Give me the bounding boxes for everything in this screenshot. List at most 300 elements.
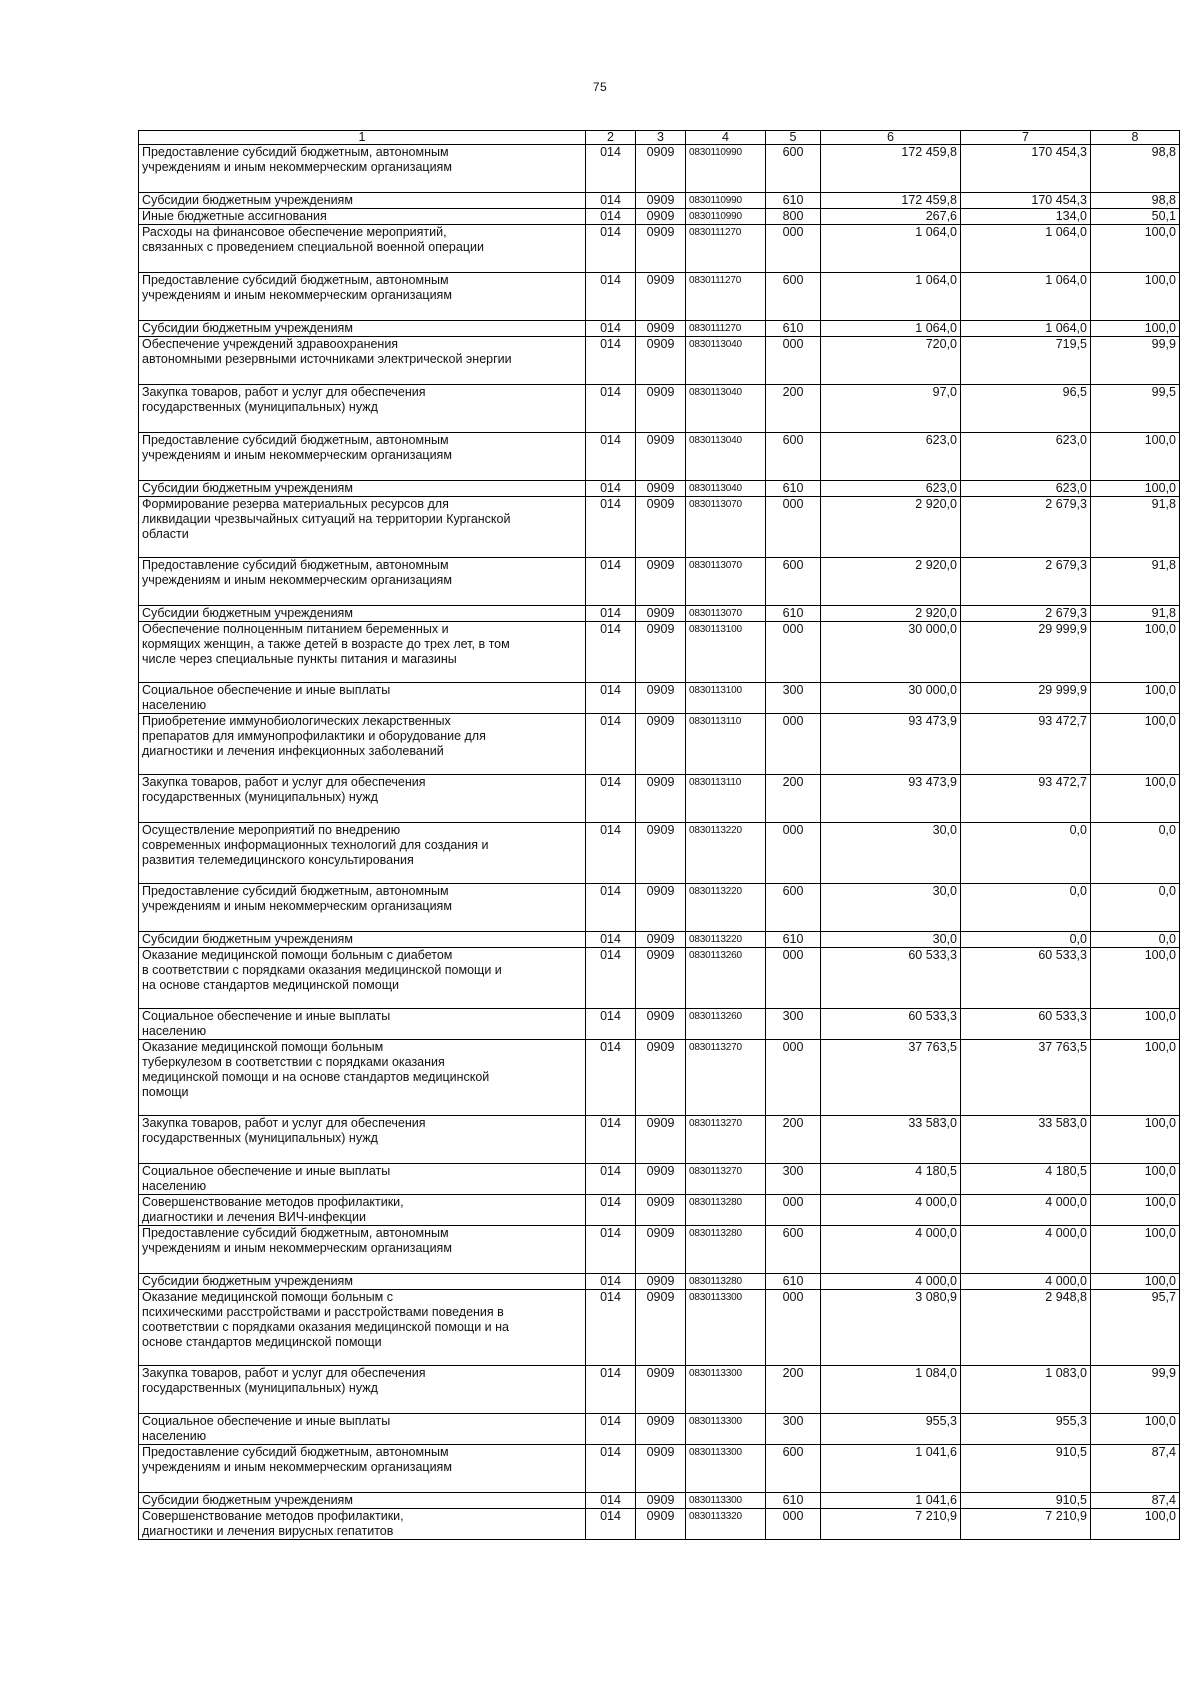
executed-amount-cell: 2 948,8 [961,1290,1091,1366]
column-number: 7 [961,131,1091,145]
table-row [139,1274,1180,1290]
expense-type-cell: 600 [766,1445,821,1493]
target-item-cell: 0830113270 [686,1116,766,1164]
planned-amount-cell: 30,0 [821,932,961,948]
table-row [139,321,1180,337]
expense-name-cell: Предоставление субсидий бюджетным, автономным учреждениям и иным некоммерческим организациям [139,884,586,932]
table-row [139,481,1180,497]
ministry-code-cell: 014 [586,433,636,481]
expense-type-cell: 610 [766,193,821,209]
planned-amount-cell: 955,3 [821,1414,961,1445]
execution-percent-cell: 100,0 [1091,1274,1180,1290]
table-row [139,1366,1180,1414]
column-number: 5 [766,131,821,145]
execution-percent-cell: 95,7 [1091,1290,1180,1366]
target-item-cell: 0830110990 [686,209,766,225]
ministry-code-cell: 014 [586,683,636,714]
executed-amount-cell: 170 454,3 [961,193,1091,209]
column-number: 3 [636,131,686,145]
execution-percent-cell: 100,0 [1091,273,1180,321]
column-number-row [139,131,1180,145]
ministry-code-cell: 014 [586,932,636,948]
expense-type-cell: 000 [766,948,821,1009]
table-row [139,225,1180,273]
section-code-cell: 0909 [636,145,686,193]
planned-amount-cell: 33 583,0 [821,1116,961,1164]
section-code-cell: 0909 [636,1414,686,1445]
expense-type-cell: 300 [766,1009,821,1040]
ministry-code-cell: 014 [586,1164,636,1195]
section-code-cell: 0909 [636,1274,686,1290]
expense-type-cell: 000 [766,622,821,683]
expense-name-cell: Субсидии бюджетным учреждениям [139,193,586,209]
planned-amount-cell: 37 763,5 [821,1040,961,1116]
table-row [139,1164,1180,1195]
expense-type-cell: 000 [766,337,821,385]
table-row [139,1445,1180,1493]
execution-percent-cell: 99,9 [1091,337,1180,385]
ministry-code-cell: 014 [586,209,636,225]
execution-percent-cell: 99,9 [1091,1366,1180,1414]
expense-name-cell: Оказание медицинской помощи больным туберкулезом в соответствии с порядками оказания медицинской помощи и на основе стандартов медицинской помощи [139,1040,586,1116]
ministry-code-cell: 014 [586,823,636,884]
planned-amount-cell: 30,0 [821,823,961,884]
table-row [139,948,1180,1009]
expense-name-cell: Предоставление субсидий бюджетным, автономным учреждениям и иным некоммерческим организациям [139,433,586,481]
target-item-cell: 0830113260 [686,1009,766,1040]
expense-name-cell: Социальное обеспечение и иные выплаты населению [139,1009,586,1040]
expense-type-cell: 300 [766,683,821,714]
executed-amount-cell: 1 064,0 [961,321,1091,337]
execution-percent-cell: 100,0 [1091,948,1180,1009]
ministry-code-cell: 014 [586,1116,636,1164]
page-number: 75 [592,80,608,94]
section-code-cell: 0909 [636,948,686,1009]
expense-type-cell: 610 [766,932,821,948]
section-code-cell: 0909 [636,321,686,337]
execution-percent-cell: 100,0 [1091,481,1180,497]
expense-name-cell: Совершенствование методов профилактики, диагностики и лечения ВИЧ-инфекции [139,1195,586,1226]
table-row [139,775,1180,823]
expense-name-cell: Предоставление субсидий бюджетным, автономным учреждениям и иным некоммерческим организациям [139,145,586,193]
planned-amount-cell: 1 041,6 [821,1445,961,1493]
execution-percent-cell: 98,8 [1091,145,1180,193]
execution-percent-cell: 87,4 [1091,1493,1180,1509]
expense-name-cell: Предоставление субсидий бюджетным, автономным учреждениям и иным некоммерческим организациям [139,1445,586,1493]
table-row [139,145,1180,193]
expense-type-cell: 200 [766,775,821,823]
table-row [139,1040,1180,1116]
planned-amount-cell: 4 000,0 [821,1226,961,1274]
column-number: 8 [1091,131,1180,145]
table-body [139,145,1180,1540]
section-code-cell: 0909 [636,1009,686,1040]
expense-name-cell: Социальное обеспечение и иные выплаты населению [139,1164,586,1195]
table-row [139,1290,1180,1366]
section-code-cell: 0909 [636,225,686,273]
execution-percent-cell: 0,0 [1091,823,1180,884]
executed-amount-cell: 719,5 [961,337,1091,385]
planned-amount-cell: 172 459,8 [821,145,961,193]
planned-amount-cell: 1 064,0 [821,273,961,321]
expense-name-cell: Совершенствование методов профилактики, диагностики и лечения вирусных гепатитов [139,1509,586,1540]
section-code-cell: 0909 [636,1509,686,1540]
target-item-cell: 0830113040 [686,337,766,385]
executed-amount-cell: 4 180,5 [961,1164,1091,1195]
budget-table [138,130,1180,1540]
target-item-cell: 0830111270 [686,225,766,273]
table-row [139,1195,1180,1226]
expense-type-cell: 300 [766,1164,821,1195]
executed-amount-cell: 2 679,3 [961,558,1091,606]
table-row [139,932,1180,948]
table-row [139,683,1180,714]
executed-amount-cell: 29 999,9 [961,683,1091,714]
section-code-cell: 0909 [636,714,686,775]
ministry-code-cell: 014 [586,1366,636,1414]
expense-name-cell: Иные бюджетные ассигнования [139,209,586,225]
section-code-cell: 0909 [636,497,686,558]
executed-amount-cell: 93 472,7 [961,714,1091,775]
expense-name-cell: Субсидии бюджетным учреждениям [139,1274,586,1290]
column-number: 2 [586,131,636,145]
target-item-cell: 0830113270 [686,1040,766,1116]
section-code-cell: 0909 [636,1366,686,1414]
execution-percent-cell: 91,8 [1091,497,1180,558]
expense-name-cell: Формирование резерва материальных ресурсов для ликвидации чрезвычайных ситуаций на территории Курганской области [139,497,586,558]
execution-percent-cell: 91,8 [1091,558,1180,606]
table-row [139,884,1180,932]
expense-type-cell: 000 [766,497,821,558]
table-row [139,558,1180,606]
expense-type-cell: 600 [766,1226,821,1274]
ministry-code-cell: 014 [586,337,636,385]
ministry-code-cell: 014 [586,606,636,622]
planned-amount-cell: 172 459,8 [821,193,961,209]
expense-name-cell: Социальное обеспечение и иные выплаты населению [139,683,586,714]
table-row [139,823,1180,884]
expense-type-cell: 300 [766,1414,821,1445]
expense-name-cell: Оказание медицинской помощи больным с психическими расстройствами и расстройствами поведения в соответствии с порядками оказания медицинской помощи и на основе стандартов медицинской помощи [139,1290,586,1366]
executed-amount-cell: 1 064,0 [961,273,1091,321]
expense-name-cell: Закупка товаров, работ и услуг для обеспечения государственных (муниципальных) нужд [139,385,586,433]
ministry-code-cell: 014 [586,1274,636,1290]
target-item-cell: 0830113220 [686,884,766,932]
executed-amount-cell: 2 679,3 [961,497,1091,558]
expense-name-cell: Субсидии бюджетным учреждениям [139,606,586,622]
expense-name-cell: Предоставление субсидий бюджетным, автономным учреждениям и иным некоммерческим организациям [139,558,586,606]
section-code-cell: 0909 [636,932,686,948]
expense-name-cell: Оказание медицинской помощи больным с диабетом в соответствии с порядками оказания медицинской помощи и на основе стандартов медицинской помощи [139,948,586,1009]
section-code-cell: 0909 [636,1493,686,1509]
planned-amount-cell: 97,0 [821,385,961,433]
target-item-cell: 0830113300 [686,1445,766,1493]
execution-percent-cell: 100,0 [1091,1226,1180,1274]
section-code-cell: 0909 [636,481,686,497]
planned-amount-cell: 30 000,0 [821,622,961,683]
execution-percent-cell: 91,8 [1091,606,1180,622]
table-row [139,1509,1180,1540]
target-item-cell: 0830113040 [686,433,766,481]
ministry-code-cell: 014 [586,884,636,932]
executed-amount-cell: 1 083,0 [961,1366,1091,1414]
executed-amount-cell: 4 000,0 [961,1226,1091,1274]
section-code-cell: 0909 [636,683,686,714]
expense-type-cell: 000 [766,1040,821,1116]
ministry-code-cell: 014 [586,225,636,273]
executed-amount-cell: 60 533,3 [961,948,1091,1009]
executed-amount-cell: 2 679,3 [961,606,1091,622]
expense-type-cell: 610 [766,1274,821,1290]
section-code-cell: 0909 [636,1195,686,1226]
executed-amount-cell: 910,5 [961,1445,1091,1493]
target-item-cell: 0830113040 [686,481,766,497]
execution-percent-cell: 100,0 [1091,683,1180,714]
table-row [139,622,1180,683]
expense-type-cell: 610 [766,1493,821,1509]
executed-amount-cell: 4 000,0 [961,1195,1091,1226]
executed-amount-cell: 955,3 [961,1414,1091,1445]
target-item-cell: 0830113280 [686,1195,766,1226]
target-item-cell: 0830110990 [686,145,766,193]
ministry-code-cell: 014 [586,1009,636,1040]
table-row [139,714,1180,775]
expense-name-cell: Закупка товаров, работ и услуг для обеспечения государственных (муниципальных) нужд [139,1116,586,1164]
executed-amount-cell: 623,0 [961,481,1091,497]
expense-type-cell: 200 [766,1116,821,1164]
execution-percent-cell: 100,0 [1091,1040,1180,1116]
executed-amount-cell: 4 000,0 [961,1274,1091,1290]
expense-type-cell: 000 [766,1290,821,1366]
execution-percent-cell: 100,0 [1091,714,1180,775]
expense-type-cell: 610 [766,321,821,337]
execution-percent-cell: 98,8 [1091,193,1180,209]
executed-amount-cell: 623,0 [961,433,1091,481]
section-code-cell: 0909 [636,433,686,481]
executed-amount-cell: 170 454,3 [961,145,1091,193]
expense-type-cell: 600 [766,273,821,321]
planned-amount-cell: 60 533,3 [821,1009,961,1040]
ministry-code-cell: 014 [586,321,636,337]
executed-amount-cell: 1 064,0 [961,225,1091,273]
executed-amount-cell: 134,0 [961,209,1091,225]
target-item-cell: 0830113300 [686,1366,766,1414]
ministry-code-cell: 014 [586,1226,636,1274]
table-row [139,1493,1180,1509]
section-code-cell: 0909 [636,1226,686,1274]
execution-percent-cell: 100,0 [1091,1116,1180,1164]
execution-percent-cell: 100,0 [1091,321,1180,337]
expense-type-cell: 000 [766,714,821,775]
table-row [139,433,1180,481]
target-item-cell: 0830113280 [686,1274,766,1290]
section-code-cell: 0909 [636,1116,686,1164]
executed-amount-cell: 0,0 [961,823,1091,884]
target-item-cell: 0830113300 [686,1493,766,1509]
section-code-cell: 0909 [636,775,686,823]
planned-amount-cell: 3 080,9 [821,1290,961,1366]
section-code-cell: 0909 [636,1164,686,1195]
ministry-code-cell: 014 [586,558,636,606]
expense-type-cell: 200 [766,385,821,433]
section-code-cell: 0909 [636,273,686,321]
column-number: 1 [139,131,586,145]
ministry-code-cell: 014 [586,193,636,209]
executed-amount-cell: 0,0 [961,932,1091,948]
execution-percent-cell: 0,0 [1091,932,1180,948]
ministry-code-cell: 014 [586,948,636,1009]
target-item-cell: 0830113070 [686,497,766,558]
planned-amount-cell: 7 210,9 [821,1509,961,1540]
planned-amount-cell: 4 180,5 [821,1164,961,1195]
target-item-cell: 0830110990 [686,193,766,209]
executed-amount-cell: 33 583,0 [961,1116,1091,1164]
planned-amount-cell: 30,0 [821,884,961,932]
execution-percent-cell: 0,0 [1091,884,1180,932]
execution-percent-cell: 100,0 [1091,775,1180,823]
expense-name-cell: Предоставление субсидий бюджетным, автономным учреждениям и иным некоммерческим организациям [139,273,586,321]
target-item-cell: 0830113300 [686,1414,766,1445]
section-code-cell: 0909 [636,1290,686,1366]
expense-name-cell: Обеспечение полноценным питанием беременных и кормящих женщин, а также детей в возрасте до трех лет, в том числе через специальные пункты питания и магазины [139,622,586,683]
table-row [139,1116,1180,1164]
column-number: 4 [686,131,766,145]
expense-type-cell: 610 [766,481,821,497]
expense-name-cell: Закупка товаров, работ и услуг для обеспечения государственных (муниципальных) нужд [139,1366,586,1414]
ministry-code-cell: 014 [586,1509,636,1540]
planned-amount-cell: 1 064,0 [821,321,961,337]
target-item-cell: 0830113070 [686,558,766,606]
expense-type-cell: 800 [766,209,821,225]
planned-amount-cell: 720,0 [821,337,961,385]
section-code-cell: 0909 [636,1040,686,1116]
expense-name-cell: Расходы на финансовое обеспечение мероприятий, связанных с проведением специальной военной операции [139,225,586,273]
ministry-code-cell: 014 [586,1195,636,1226]
execution-percent-cell: 99,5 [1091,385,1180,433]
target-item-cell: 0830113070 [686,606,766,622]
ministry-code-cell: 014 [586,1290,636,1366]
expense-type-cell: 600 [766,145,821,193]
ministry-code-cell: 014 [586,622,636,683]
ministry-code-cell: 014 [586,145,636,193]
planned-amount-cell: 1 084,0 [821,1366,961,1414]
expense-name-cell: Субсидии бюджетным учреждениям [139,932,586,948]
execution-percent-cell: 100,0 [1091,225,1180,273]
planned-amount-cell: 60 533,3 [821,948,961,1009]
target-item-cell: 0830113220 [686,823,766,884]
section-code-cell: 0909 [636,209,686,225]
planned-amount-cell: 93 473,9 [821,775,961,823]
executed-amount-cell: 60 533,3 [961,1009,1091,1040]
expense-name-cell: Осуществление мероприятий по внедрению современных информационных технологий для создания и развития телемедицинского консультирования [139,823,586,884]
table-row [139,209,1180,225]
execution-percent-cell: 100,0 [1091,1009,1180,1040]
execution-percent-cell: 100,0 [1091,1414,1180,1445]
ministry-code-cell: 014 [586,385,636,433]
table-row [139,1414,1180,1445]
target-item-cell: 0830113260 [686,948,766,1009]
planned-amount-cell: 2 920,0 [821,558,961,606]
target-item-cell: 0830111270 [686,273,766,321]
expense-type-cell: 600 [766,558,821,606]
target-item-cell: 0830113040 [686,385,766,433]
target-item-cell: 0830113110 [686,775,766,823]
planned-amount-cell: 93 473,9 [821,714,961,775]
execution-percent-cell: 100,0 [1091,433,1180,481]
expense-name-cell: Предоставление субсидий бюджетным, автономным учреждениям и иным некоммерческим организациям [139,1226,586,1274]
target-item-cell: 0830113110 [686,714,766,775]
expense-name-cell: Субсидии бюджетным учреждениям [139,1493,586,1509]
execution-percent-cell: 100,0 [1091,1509,1180,1540]
section-code-cell: 0909 [636,823,686,884]
executed-amount-cell: 0,0 [961,884,1091,932]
target-item-cell: 0830113300 [686,1290,766,1366]
executed-amount-cell: 96,5 [961,385,1091,433]
ministry-code-cell: 014 [586,1414,636,1445]
executed-amount-cell: 29 999,9 [961,622,1091,683]
planned-amount-cell: 4 000,0 [821,1274,961,1290]
section-code-cell: 0909 [636,622,686,683]
section-code-cell: 0909 [636,884,686,932]
planned-amount-cell: 623,0 [821,433,961,481]
ministry-code-cell: 014 [586,775,636,823]
expense-type-cell: 000 [766,1509,821,1540]
section-code-cell: 0909 [636,606,686,622]
expense-name-cell: Социальное обеспечение и иные выплаты населению [139,1414,586,1445]
section-code-cell: 0909 [636,337,686,385]
expense-name-cell: Обеспечение учреждений здравоохранения автономными резервными источниками электрической энергии [139,337,586,385]
planned-amount-cell: 623,0 [821,481,961,497]
table-row [139,1009,1180,1040]
target-item-cell: 0830113220 [686,932,766,948]
target-item-cell: 0830113320 [686,1509,766,1540]
table-row [139,273,1180,321]
planned-amount-cell: 2 920,0 [821,497,961,558]
expense-name-cell: Субсидии бюджетным учреждениям [139,481,586,497]
target-item-cell: 0830113100 [686,683,766,714]
execution-percent-cell: 100,0 [1091,622,1180,683]
section-code-cell: 0909 [636,193,686,209]
section-code-cell: 0909 [636,385,686,433]
target-item-cell: 0830113270 [686,1164,766,1195]
expense-type-cell: 000 [766,823,821,884]
expense-name-cell: Приобретение иммунобиологических лекарственных препаратов для иммунопрофилактики и оборудование для диагностики и лечения инфекционных заболеваний [139,714,586,775]
ministry-code-cell: 014 [586,714,636,775]
execution-percent-cell: 100,0 [1091,1195,1180,1226]
executed-amount-cell: 7 210,9 [961,1509,1091,1540]
execution-percent-cell: 87,4 [1091,1445,1180,1493]
planned-amount-cell: 4 000,0 [821,1195,961,1226]
execution-percent-cell: 100,0 [1091,1164,1180,1195]
table-row [139,337,1180,385]
planned-amount-cell: 30 000,0 [821,683,961,714]
column-number: 6 [821,131,961,145]
planned-amount-cell: 267,6 [821,209,961,225]
section-code-cell: 0909 [636,558,686,606]
expense-type-cell: 200 [766,1366,821,1414]
ministry-code-cell: 014 [586,1493,636,1509]
target-item-cell: 0830113280 [686,1226,766,1274]
executed-amount-cell: 910,5 [961,1493,1091,1509]
expense-type-cell: 600 [766,433,821,481]
execution-percent-cell: 50,1 [1091,209,1180,225]
expense-name-cell: Закупка товаров, работ и услуг для обеспечения государственных (муниципальных) нужд [139,775,586,823]
section-code-cell: 0909 [636,1445,686,1493]
planned-amount-cell: 1 064,0 [821,225,961,273]
ministry-code-cell: 014 [586,1040,636,1116]
table-row [139,606,1180,622]
ministry-code-cell: 014 [586,497,636,558]
